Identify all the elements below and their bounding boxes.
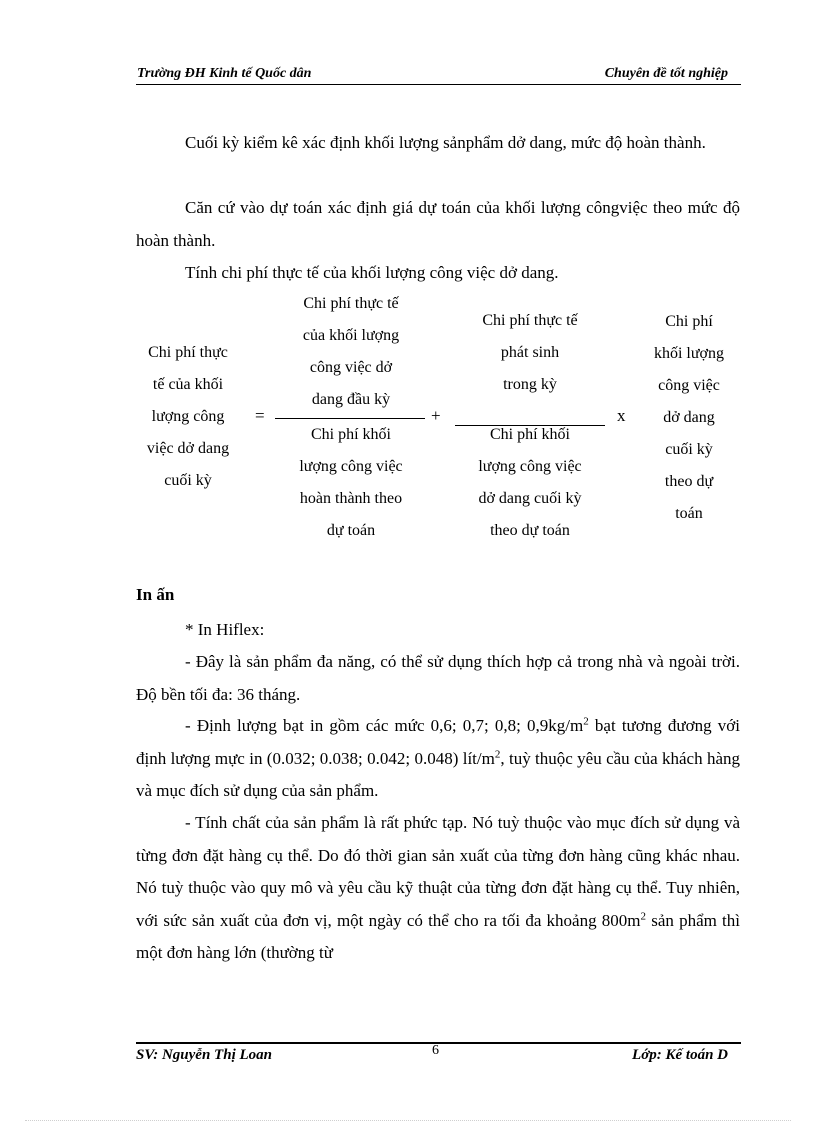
formula-rhs-line: cuối kỳ	[665, 441, 713, 458]
formula-rhs	[630, 306, 748, 530]
formula-rhs-line: khối lượng	[653, 345, 725, 362]
bullet-2-text-a: - Định lượng bạt in gồm các mức 0,6; 0,7; 0,8; 0,9kg/m	[185, 716, 584, 735]
term1-denominator-line: hoàn thành theo	[299, 490, 403, 507]
term2-numerator-line: phát sinh	[500, 344, 560, 361]
term2-denominator-line: lượng công việc	[478, 458, 582, 475]
section-heading: In ấn	[136, 585, 175, 604]
subsection-heading: * In Hiflex:	[185, 620, 265, 639]
plus-sign: +	[431, 406, 441, 425]
paragraph-2: Căn cứ vào dự toán xác định giá dự toán của khối lượng côngviệc theo mức độ hoàn thành.	[136, 198, 740, 250]
superscript: 2	[583, 715, 589, 728]
paragraph-3: Tính chi phí thực tế của khối lượng công việc dở dang.	[185, 263, 559, 282]
term1-numerator-line: công việc dở	[309, 359, 393, 376]
bullet-3	[136, 807, 740, 970]
term1-denominator-line: Chi phí khối	[310, 426, 391, 443]
page-number: 6	[432, 1043, 439, 1058]
formula-lhs-line: lượng công	[151, 408, 225, 425]
times-sign: x	[617, 406, 626, 425]
term2-denominator	[452, 419, 608, 547]
term1-denominator-line: dự toán	[326, 522, 376, 539]
formula-rhs-line: công việc	[658, 377, 720, 394]
bullet-2-text-c: , tuỳ thuộc yêu cầu của khách hàng và mục đích sử dụng của sản phẩm.	[136, 748, 740, 800]
formula-lhs-line: Chi phí thực	[148, 344, 228, 361]
superscript: 2	[494, 747, 501, 760]
formula-rhs-line: toán	[675, 505, 703, 522]
term2-denominator-line: dở dang cuối kỳ	[478, 490, 582, 507]
term2-numerator-line: Chi phí thực tế	[482, 312, 578, 329]
formula-lhs-line: việc dở dang	[146, 440, 230, 457]
term2-numerator	[452, 305, 608, 401]
term1-denominator-line: lượng công việc	[299, 458, 403, 475]
formula-lhs-line: tế của khối	[152, 376, 224, 393]
formula-rhs-line: dở dang	[663, 409, 715, 426]
term2-denominator-line: Chi phí khối	[489, 426, 570, 443]
footer-student: SV: Nguyễn Thị Loan	[136, 1047, 272, 1063]
formula-rhs-line: Chi phí	[665, 313, 713, 330]
header-title: Chuyên đề tốt nghiệp	[604, 66, 728, 81]
formula-lhs	[129, 337, 247, 497]
bullet-1: - Đây là sản phẩm đa năng, có thể sử dụng thích hợp cả trong nhà và ngoài trời. Độ bền tối đa: 36 tháng.	[136, 652, 740, 704]
bullet-2-text-b: bạt tương đương với định lượng mực in (0.032; 0.038; 0.042; 0.048) lít/m	[136, 716, 740, 768]
term1-numerator-line: của khối lượng	[302, 327, 400, 344]
bullet-2	[136, 710, 740, 808]
header-rule	[136, 84, 741, 85]
formula-rhs-line: theo dự	[664, 473, 714, 490]
term2-denominator-line: theo dự toán	[490, 522, 570, 539]
term1-numerator-line: dang đầu kỳ	[311, 391, 391, 408]
footer-class: Lớp: Kế toán D	[632, 1047, 728, 1063]
bullet-3-text-a: - Tính chất của sản phẩm là rất phức tạp. Nó tuỳ thuộc vào mục đích sử dụng và từng đơn đặt hàng cụ thể. Do đó thời gian sản xuất của từng đơn hàng cũng khác nhau. Nó tuỳ thuộc vào quy mô và yêu cầu kỹ thuật của từng đơn đặt hàng cụ thể. Tuy nhiên, với sức sản xuất của đơn vị, một ngày có thể cho ra tối đa khoảng 800m	[136, 813, 740, 930]
superscript: 2	[640, 909, 647, 922]
term1-denominator	[272, 419, 430, 547]
bullet-3-text-b: sản phẩm thì một đơn hàng lớn (thường từ	[136, 910, 740, 962]
term1-numerator-line: Chi phí thực tế	[303, 295, 399, 312]
equals-sign: =	[255, 406, 265, 425]
term2-numerator-line: trong kỳ	[503, 376, 557, 393]
term1-numerator	[272, 288, 430, 416]
header-school: Trường ĐH Kinh tế Quốc dân	[137, 66, 312, 81]
page-edge-divider	[25, 1120, 791, 1121]
paragraph-1: Cuối kỳ kiểm kê xác định khối lượng sảnphẩm dở dang, mức độ hoàn thành.	[185, 133, 706, 152]
formula-lhs-line: cuối kỳ	[164, 472, 212, 489]
